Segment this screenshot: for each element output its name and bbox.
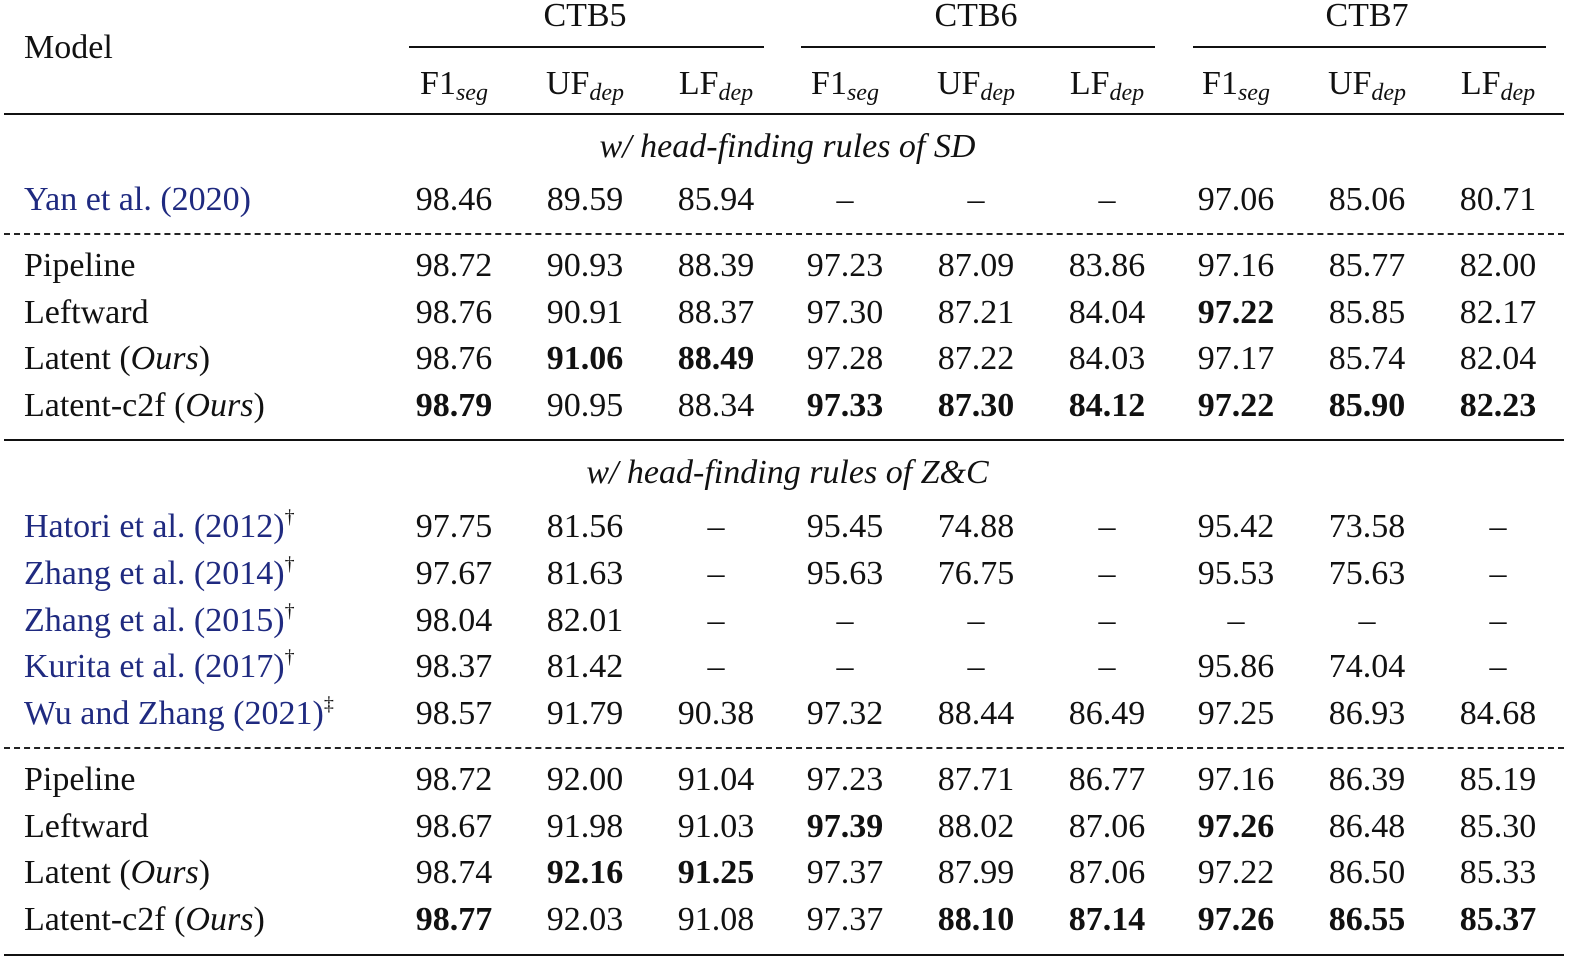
table-cell: 82.01 (546, 602, 624, 639)
table-cell: 98.76 (415, 340, 493, 377)
table-cell: 97.32 (806, 695, 884, 732)
table-cell: 85.94 (677, 181, 755, 218)
model-header: Model (24, 29, 113, 66)
table-cell: – (1227, 602, 1245, 639)
table-cell: 91.08 (677, 901, 755, 938)
table-cell: 76.75 (937, 555, 1015, 592)
header-rule (4, 113, 1564, 115)
dashed-separator (4, 233, 1564, 235)
table-cell: 97.30 (806, 294, 884, 331)
table-cell: 87.99 (937, 854, 1015, 891)
table-cell: 98.46 (415, 181, 493, 218)
model-name: Zhang et al. (2014)† (24, 553, 295, 592)
table-cell: 88.02 (937, 808, 1015, 845)
table-cell: 86.93 (1328, 695, 1406, 732)
table-cell: 90.91 (546, 294, 624, 331)
table-cell: 91.98 (546, 808, 624, 845)
table-cell: 87.06 (1068, 808, 1146, 845)
table-cell: 95.53 (1197, 555, 1275, 592)
table-cell: 97.75 (415, 508, 493, 545)
citation-link[interactable]: Wu and Zhang (2021) (24, 695, 324, 732)
model-name (24, 180, 251, 220)
model-name: Pipeline (24, 761, 136, 798)
table-cell: 82.17 (1459, 294, 1537, 331)
table-cell: – (836, 181, 854, 218)
table-cell: 87.21 (937, 294, 1015, 331)
table-cell: 97.23 (806, 247, 884, 284)
table-cell: 75.63 (1328, 555, 1406, 592)
section-rule (4, 954, 1564, 956)
model-name: Wu and Zhang (2021)‡ (24, 693, 334, 732)
table-cell: 86.49 (1068, 695, 1146, 732)
table-cell: 98.67 (415, 808, 493, 845)
table-cell: 88.10 (937, 901, 1015, 938)
metric-header: $LF_{dep}$ (1460, 65, 1536, 106)
table-cell: – (967, 602, 985, 639)
table-cell: 85.90 (1328, 387, 1406, 424)
table-cell: – (1098, 648, 1116, 685)
table-cell: 87.09 (937, 247, 1015, 284)
table-cell: 74.88 (937, 508, 1015, 545)
table-cell: 84.12 (1068, 387, 1146, 424)
model-name: Hatori et al. (2012)† (24, 506, 295, 545)
table-cell: 88.39 (677, 247, 755, 284)
table-cell: 92.16 (546, 854, 624, 891)
table-cell: 82.23 (1459, 387, 1537, 424)
table-cell: 91.04 (677, 761, 755, 798)
table-cell: 95.42 (1197, 508, 1275, 545)
model-name: Leftward (24, 294, 149, 331)
table-cell: 98.57 (415, 695, 493, 732)
table-cell: 88.49 (677, 340, 755, 377)
table-cell: 82.00 (1459, 247, 1537, 284)
table-cell: 81.63 (546, 555, 624, 592)
table-cell: 91.79 (546, 695, 624, 732)
table-cell: – (1489, 555, 1507, 592)
table-cell: 85.33 (1459, 854, 1537, 891)
table-cell: 97.22 (1197, 294, 1275, 331)
table-cell: 98.72 (415, 761, 493, 798)
table-cell: 86.48 (1328, 808, 1406, 845)
group-underline (1193, 46, 1546, 48)
table-cell: 89.59 (546, 181, 624, 218)
table-cell: – (1489, 508, 1507, 545)
table-cell: 97.22 (1197, 854, 1275, 891)
table-cell: 97.39 (806, 808, 884, 845)
metric-header: $LF_{dep}$ (1069, 65, 1145, 106)
table-cell: 90.38 (677, 695, 755, 732)
table-cell: 87.06 (1068, 854, 1146, 891)
metric-header: $UF_{dep}$ (545, 65, 625, 106)
table-cell: – (707, 508, 725, 545)
table-cell: 91.06 (546, 340, 624, 377)
model-name: Latent-c2f (Ours) (24, 387, 265, 424)
table-cell: 95.45 (806, 508, 884, 545)
metric-header: $UF_{dep}$ (936, 65, 1016, 106)
table-cell: – (707, 648, 725, 685)
metric-header: $F1_{seg}$ (811, 65, 879, 106)
table-cell: 97.16 (1197, 761, 1275, 798)
table-cell: 90.93 (546, 247, 624, 284)
model-name: Latent-c2f (Ours) (24, 901, 265, 938)
citation-link[interactable]: Hatori et al. (2012) (24, 508, 285, 545)
table-cell: 97.06 (1197, 181, 1275, 218)
table-cell: 73.58 (1328, 508, 1406, 545)
table-cell: 87.30 (937, 387, 1015, 424)
table-cell: – (836, 648, 854, 685)
table-cell: – (1098, 555, 1116, 592)
table-cell: – (967, 181, 985, 218)
table-cell: – (707, 602, 725, 639)
table-cell: 83.86 (1068, 247, 1146, 284)
table-cell: 97.33 (806, 387, 884, 424)
table-cell: 85.19 (1459, 761, 1537, 798)
table-cell: 81.42 (546, 648, 624, 685)
table-cell: 85.06 (1328, 181, 1406, 218)
table-cell: 74.04 (1328, 648, 1406, 685)
table-cell: – (967, 648, 985, 685)
table-cell: 98.77 (415, 901, 493, 938)
group-underline (801, 46, 1155, 48)
table-cell: – (1098, 181, 1116, 218)
table-cell: 85.74 (1328, 340, 1406, 377)
table-cell: 82.04 (1459, 340, 1537, 377)
table-cell: 85.30 (1459, 808, 1537, 845)
table-cell: 81.56 (546, 508, 624, 545)
table-cell: 97.26 (1197, 901, 1275, 938)
table-cell: 97.37 (806, 854, 884, 891)
table-cell: 98.74 (415, 854, 493, 891)
citation-link[interactable]: Yan et al. (2020) (24, 181, 251, 218)
table-cell: 86.50 (1328, 854, 1406, 891)
table-cell: 97.25 (1197, 695, 1275, 732)
table-cell: 86.77 (1068, 761, 1146, 798)
table-cell: 97.16 (1197, 247, 1275, 284)
dashed-separator (4, 747, 1564, 749)
table-cell: 97.28 (806, 340, 884, 377)
table-cell: – (707, 555, 725, 592)
table-cell: 85.37 (1459, 901, 1537, 938)
metric-header: $UF_{dep}$ (1327, 65, 1407, 106)
table-cell: 97.22 (1197, 387, 1275, 424)
table-cell: 87.14 (1068, 901, 1146, 938)
table-cell: 98.37 (415, 648, 493, 685)
table-cell: 80.71 (1459, 181, 1537, 218)
table-cell: 90.95 (546, 387, 624, 424)
table-cell: – (1098, 508, 1116, 545)
table-cell: 84.04 (1068, 294, 1146, 331)
table-cell: 92.03 (546, 901, 624, 938)
table-cell: 97.17 (1197, 340, 1275, 377)
model-name: Pipeline (24, 247, 136, 284)
table-cell: 91.25 (677, 854, 755, 891)
metric-header: $F1_{seg}$ (1202, 65, 1270, 106)
table-cell: 98.79 (415, 387, 493, 424)
table-cell: 95.86 (1197, 648, 1275, 685)
table-cell: 91.03 (677, 808, 755, 845)
table-cell: 86.55 (1328, 901, 1406, 938)
table-cell: 84.03 (1068, 340, 1146, 377)
table-cell: 87.22 (937, 340, 1015, 377)
table-cell: – (1489, 648, 1507, 685)
citation-link[interactable]: Zhang et al. (2014) (24, 555, 285, 592)
table-cell: 88.34 (677, 387, 755, 424)
group-header-ctb7: CTB7 (1325, 0, 1409, 34)
model-name: Zhang et al. (2015)† (24, 600, 295, 639)
citation-link[interactable]: Kurita et al. (2017) (24, 648, 285, 685)
metric-header: $LF_{dep}$ (678, 65, 754, 106)
section-rule (4, 439, 1564, 441)
table-cell: 85.77 (1328, 247, 1406, 284)
section-title: w/ head-finding rules of SD (599, 128, 976, 165)
group-header-ctb5: CTB5 (543, 0, 627, 34)
model-name: Leftward (24, 808, 149, 845)
table-cell: 97.26 (1197, 808, 1275, 845)
citation-link[interactable]: Zhang et al. (2015) (24, 602, 285, 639)
table-cell: 88.37 (677, 294, 755, 331)
table-cell: 87.71 (937, 761, 1015, 798)
table-cell: 97.37 (806, 901, 884, 938)
table-cell: – (836, 602, 854, 639)
table-cell: 88.44 (937, 695, 1015, 732)
group-underline (409, 46, 764, 48)
section-title: w/ head-finding rules of Z&C (586, 454, 989, 491)
table-cell: 92.00 (546, 761, 624, 798)
table-cell: 86.39 (1328, 761, 1406, 798)
table-cell: 98.04 (415, 602, 493, 639)
table-cell: – (1489, 602, 1507, 639)
table-cell: 98.72 (415, 247, 493, 284)
metric-header: $F1_{seg}$ (420, 65, 488, 106)
table-cell: – (1098, 602, 1116, 639)
group-header-ctb6: CTB6 (934, 0, 1018, 34)
table-cell: 95.63 (806, 555, 884, 592)
table-cell: 97.67 (415, 555, 493, 592)
table-cell: – (1358, 602, 1376, 639)
table-cell: 85.85 (1328, 294, 1406, 331)
table-cell: 97.23 (806, 761, 884, 798)
table-cell: 98.76 (415, 294, 493, 331)
table-cell: 84.68 (1459, 695, 1537, 732)
model-name: Latent (Ours) (24, 854, 211, 891)
model-name: Latent (Ours) (24, 340, 211, 377)
model-name: Kurita et al. (2017)† (24, 646, 295, 685)
